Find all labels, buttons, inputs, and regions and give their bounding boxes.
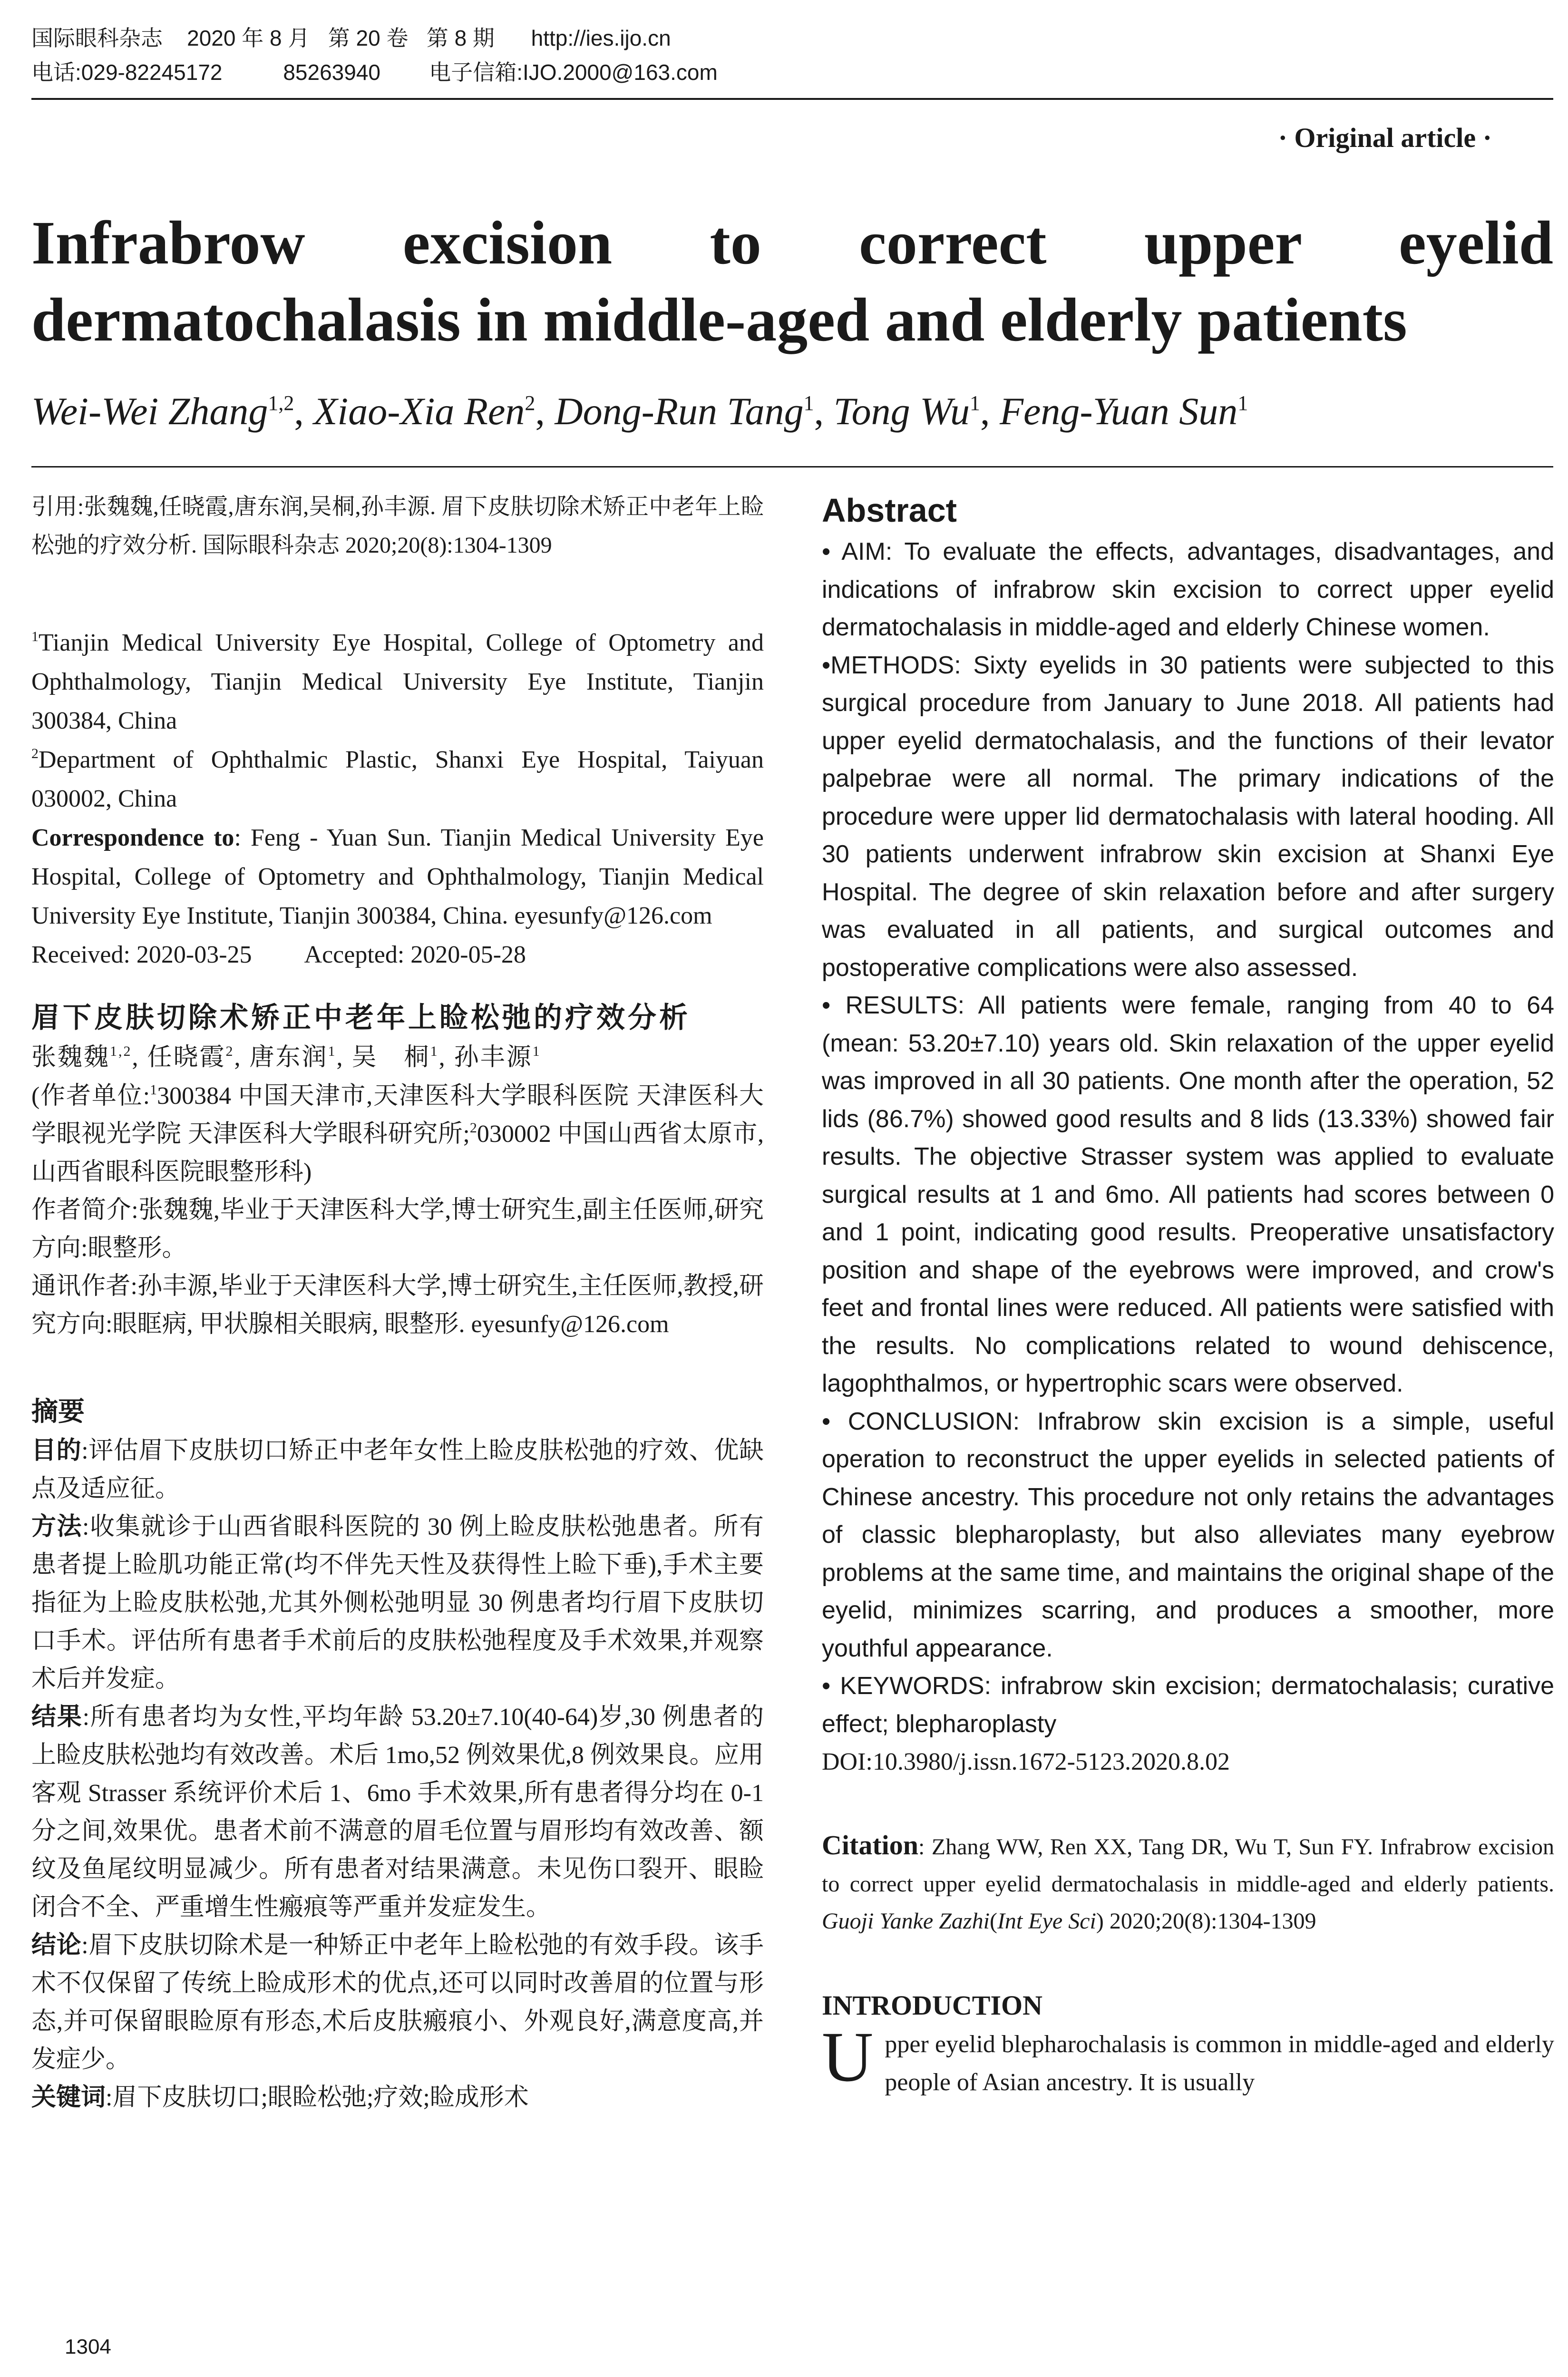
conclusion-text: Infrabrow skin excision is a simple, useful operation to reconstruct the upper eyelids in selected patients of Chinese ancestry. This procedure not only retains the advantages of classic blepharoplasty, but also alleviates many eyebrow problems at the same time, and maintains the original shape of the eyelid, minimizes scarring, and produces a smoother, more youthful appearance. xyxy=(822,1407,1554,1662)
chinese-title: 眉下皮肤切除术矫正中老年上睑松弛的疗效分析 xyxy=(31,1002,691,1033)
author-separator: , xyxy=(980,390,990,433)
dates xyxy=(31,935,764,974)
author-name: Dong-Run Tang xyxy=(555,390,804,433)
citation-journal-en: Int Eye Sci xyxy=(997,1909,1096,1934)
cn-conclusion-label: 结论 xyxy=(31,1932,82,1959)
article-title xyxy=(31,205,1553,359)
abstract-heading: Abstract xyxy=(822,492,957,529)
received-date: Received: 2020-03-25 xyxy=(31,941,252,968)
affiliation-mark: 1 xyxy=(31,629,39,644)
units-prefix: (作者单位: xyxy=(31,1082,150,1110)
cn-aim-text: :评估眉下皮肤切口矫正中老年女性上睑皮肤松弛的疗效、优缺点及适应征。 xyxy=(31,1437,764,1502)
author-name: Wei-Wei Zhang xyxy=(31,390,268,433)
citation-journal: Guoji Yanke Zazhi xyxy=(822,1909,990,1934)
cn-author-mark: 1,2 xyxy=(110,1043,132,1059)
chinese-abstract-heading: 摘要 xyxy=(31,1396,85,1426)
authors-rule xyxy=(31,466,1553,468)
author-affiliation-mark: 1,2 xyxy=(268,391,294,415)
cn-author-name: 吴 桐 xyxy=(351,1044,430,1071)
cn-methods-text: :收集就诊于山西省眼科医院的 30 例上睑皮肤松弛患者。所有患者提上睑肌功能正常(均不伴先天性及获得性上睑下垂),手术主要指征为上睑皮肤松弛,尤其外侧松弛明显 30 例患者均行眉下皮肤切口手术。评估所有患者手术前后的皮肤松弛程度及手术效果,并观察术后并发症。 xyxy=(31,1513,764,1693)
journal-header xyxy=(31,21,1553,89)
abstract-results xyxy=(822,987,1554,1403)
drop-cap: U xyxy=(822,2017,874,2096)
results-text: All patients were female, ranging from 40 to 64 (mean: 53.20±7.10) years old. Skin relaxation of the upper eyelid was improved in all 30 patients. One month after the operation, 52 lids (86.7%) showed good results and 8 lids (13.33%) showed fair results. The objective Strasser system was applied to evaluate surgical results at 1 and 6mo. All patients had scores between 0 and 1 point, indicating good results. Preoperative unsatisfactory position and shape of the eyebrows were improved, and crow's feet and frontal lines were reduced. All patients were satisfied with the results. No complications related to wound dehiscence, lagophthalmos, or hypertrophic scars were observed. xyxy=(822,992,1554,1397)
cn-author-mark: 1 xyxy=(430,1043,439,1059)
author-affiliation-mark: 2 xyxy=(525,391,536,415)
cn-results-label: 结果 xyxy=(31,1704,83,1731)
correspondence-text: : Feng - Yuan Sun. Tianjin Medical University Eye Hospital, College of Optometry and Ophthalmology, Tianjin Medical University Eye Institute, Tianjin 300384, China. eyesunfy@126.com xyxy=(31,824,764,929)
author-affiliation-mark: 1 xyxy=(1237,391,1248,415)
cn-author-mark: 2 xyxy=(225,1043,234,1059)
units-text: 300384 中国天津市,天津医科大学眼科医院 天津医科大学眼视光学院 天津医科大学眼科研究所; xyxy=(31,1082,764,1148)
affiliation-2 xyxy=(31,740,764,818)
cn-aim-label: 目的 xyxy=(31,1437,82,1464)
title-line-1: Infrabrow excision to correct upper eyelid xyxy=(31,209,1553,277)
citation-volume: ) 2020;20(8):1304-1309 xyxy=(1096,1909,1316,1934)
chinese-author-bio: 作者简介:张魏魏,毕业于天津医科大学,博士研究生,副主任医师,研究方向:眼整形。 xyxy=(31,1197,764,1262)
author-name: Tong Wu xyxy=(833,390,970,433)
correspondence-label: Correspondence to xyxy=(31,824,234,851)
abstract-methods xyxy=(822,647,1554,987)
aim-text: To evaluate the effects, advantages, disadvantages, and indications of infrabrow skin excision to correct upper eyelid dermatochalasis in middle-aged and elderly Chinese women. xyxy=(822,538,1554,641)
keywords-label: • KEYWORDS: xyxy=(822,1672,992,1700)
title-line-2: dermatochalasis in middle-aged and elderly patients xyxy=(31,286,1407,354)
abstract-keywords xyxy=(822,1667,1554,1743)
citation-label: Citation xyxy=(822,1830,918,1861)
cn-keywords-label: 关键词 xyxy=(31,2084,106,2111)
methods-label: •METHODS: xyxy=(822,651,961,679)
author-name: Xiao-Xia Ren xyxy=(313,390,525,433)
chinese-citation: 引用:张魏魏,任晓霞,唐东润,吴桐,孙丰源. 眉下皮肤切除术矫正中老年上睑松弛的疗效分析. 国际眼科杂志 2020;20(8):1304-1309 xyxy=(31,494,764,558)
left-column xyxy=(31,487,764,2117)
correspondence xyxy=(31,818,764,935)
author-separator: , xyxy=(294,390,304,433)
aim-label: • AIM: xyxy=(822,538,893,565)
header-line-2: 电话:029-82245172 85263940 电子信箱:IJO.2000@163.com xyxy=(31,60,718,85)
author-list xyxy=(31,385,1553,438)
chinese-keywords xyxy=(31,2079,764,2117)
cn-conclusion-text: :眉下皮肤切除术是一种矫正中老年上睑松弛的有效手段。该手术不仅保留了传统上睑成形术的优点,还可以同时改善眉的位置与形态,并可保留眼睑原有形态,术后皮肤瘢痕小、外观良好,满意度高,并发症少。 xyxy=(31,1932,764,2073)
author-separator: , xyxy=(535,390,545,433)
author-affiliation-mark: 1 xyxy=(969,391,980,415)
cn-results-text: :所有患者均为女性,平均年龄 53.20±7.10(40-64)岁,30 例患者的上睑皮肤松弛均有效改善。术后 1mo,52 例效果优,8 例效果良。应用客观 Strasser 系统评价术后 1、6mo 手术效果,所有患者得分均在 0-1 分之间,效果优。患者术前不满意的眉毛位置与眉形均有效改善、额纹及鱼尾纹明显减少。所有患者对结果满意。未见伤口裂开、眼睑闭合不全、严重增生性瘢痕等严重并发症发生。 xyxy=(31,1704,764,1921)
chinese-correspondence: 通讯作者:孙丰源,毕业于天津医科大学,博士研究生,主任医师,教授,研究方向:眼眶病, 甲状腺相关眼病, 眼整形. eyesunfy@126.com xyxy=(31,1273,764,1338)
introduction-heading: INTRODUCTION xyxy=(822,1990,1043,2021)
chinese-methods xyxy=(31,1508,764,1698)
author-separator: , xyxy=(814,390,824,433)
units-mark: 1 xyxy=(150,1082,157,1098)
affiliation-text: Tianjin Medical University Eye Hospital, College of Optometry and Ophthalmology, Tianjin Medical University Eye Institute, Tianjin 300384, China xyxy=(31,629,764,734)
cn-methods-label: 方法 xyxy=(31,1513,83,1540)
cn-author-name: 孙丰源 xyxy=(454,1044,533,1071)
page-number: 1304 xyxy=(65,2335,111,2358)
cn-keywords-text: :眉下皮肤切口;眼睑松弛;疗效;睑成形术 xyxy=(106,2084,529,2111)
chinese-aim xyxy=(31,1432,764,1508)
doi: DOI:10.3980/j.issn.1672-5123.2020.8.02 xyxy=(822,1748,1230,1775)
introduction-text xyxy=(822,2017,1554,2102)
affiliation-mark: 2 xyxy=(31,746,39,761)
cn-author-name: 张魏魏 xyxy=(31,1044,110,1071)
chinese-conclusion xyxy=(31,1927,764,2079)
citation-text: : Zhang WW, Ren XX, Tang DR, Wu T, Sun FY. Infrabrow excision to correct upper eyelid dermatochalasis in middle-aged and elderly patients. xyxy=(822,1834,1554,1897)
right-column xyxy=(822,487,1554,2102)
abstract-conclusion xyxy=(822,1403,1554,1668)
units-mark: 2 xyxy=(469,1120,477,1136)
accepted-date: Accepted: 2020-05-28 xyxy=(304,941,526,968)
citation xyxy=(822,1827,1554,1940)
cn-author-mark: 1 xyxy=(532,1043,541,1059)
units-text: 030002 中国山西省太原市,山西省眼科医院眼整形科) xyxy=(31,1120,764,1186)
chinese-authors: 张魏魏$^{1,2}$, 任晓霞$^2$, 唐东润$^1$, 吴 桐$^1$, 孙丰源$^1$ xyxy=(31,1043,541,1071)
conclusion-label: • CONCLUSION: xyxy=(822,1407,1020,1435)
cn-author-name: 任晓霞 xyxy=(147,1044,226,1071)
cn-author-mark: 1 xyxy=(328,1043,337,1059)
abstract-aim xyxy=(822,533,1554,647)
author-affiliation-mark: 1 xyxy=(803,391,814,415)
header-line-1: 国际眼科杂志 2020 年 8 月 第 20 卷 第 8 期 http://ies.ijo.cn xyxy=(31,26,671,50)
affiliation-text: Department of Ophthalmic Plastic, Shanxi Eye Hospital, Taiyuan 030002, China xyxy=(31,746,764,812)
citation-paren: ( xyxy=(989,1909,997,1934)
introduction-body: pper eyelid blepharochalasis is common in middle-aged and elderly people of Asian ancestry. It is usually xyxy=(885,2031,1554,2096)
article-type: · Original article · xyxy=(1278,122,1492,153)
results-label: • RESULTS: xyxy=(822,992,965,1019)
cn-author-name: 唐东润 xyxy=(249,1044,328,1071)
author-name: Feng-Yuan Sun xyxy=(999,390,1238,433)
keywords-text: infrabrow skin excision; dermatochalasis; curative effect; blepharoplasty xyxy=(822,1672,1555,1738)
methods-text: Sixty eyelids in 30 patients were subjected to this surgical procedure from January to June 2018. All patients had upper eyelid dermatochalasis, and the functions of their levator palpebrae were all normal. The primary indications of the procedure were upper lid dermatochalasis with lateral hooding. All 30 patients underwent infrabrow skin excision at Shanxi Eye Hospital. The degree of skin relaxation before and after surgery was evaluated in all patients, and surgical outcomes and postoperative complications were also assessed. xyxy=(822,651,1554,982)
header-rule xyxy=(31,98,1553,100)
chinese-author-units xyxy=(31,1077,764,1191)
affiliation-1 xyxy=(31,623,764,740)
chinese-results xyxy=(31,1698,764,1927)
